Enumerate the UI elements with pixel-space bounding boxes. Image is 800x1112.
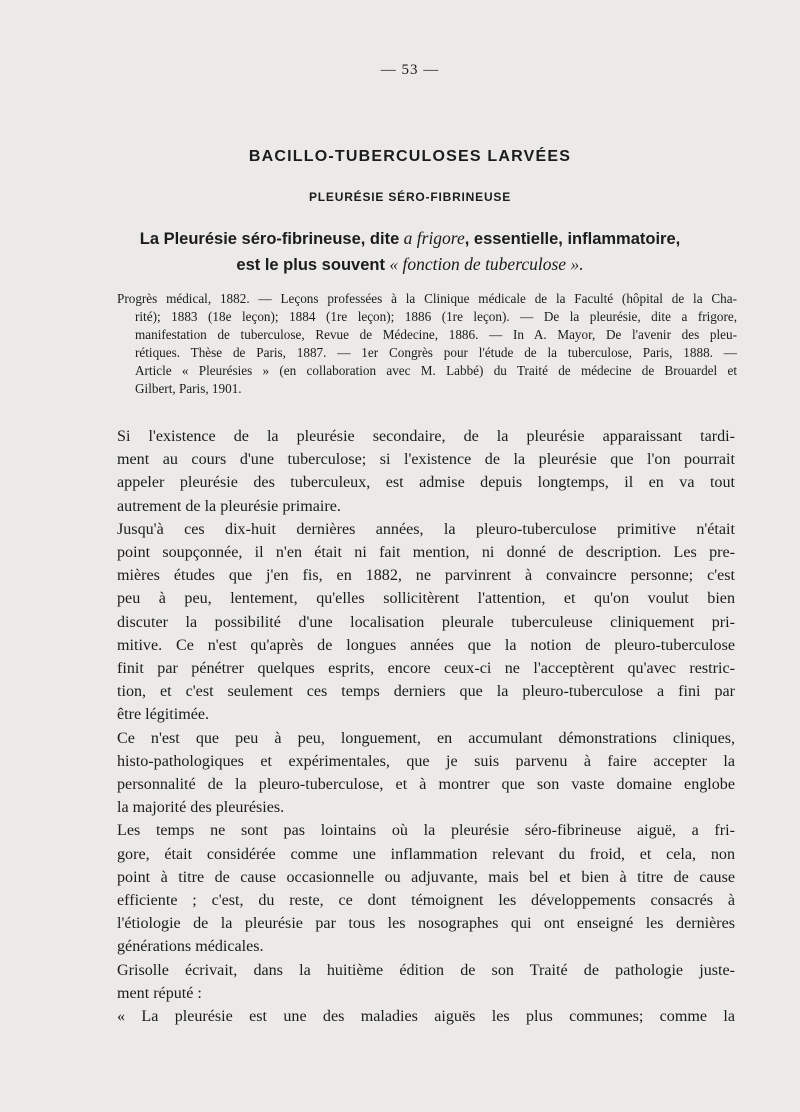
page-number: — 53 —	[380, 62, 440, 78]
paragraph	[117, 727, 735, 820]
text-line: Jusqu'à ces dix-huit dernières années, la pleuro-tuberculose primitive n'était	[117, 520, 735, 538]
paragraph	[117, 1005, 735, 1028]
body-text	[117, 425, 735, 1028]
text-line: personnalité de la pleuro-tuberculose, et à montrer que son vaste domaine englobe	[117, 776, 735, 794]
text-line: la majorité des pleurésies.	[117, 799, 285, 817]
text-line: efficiente ; c'est, du reste, ce dont témoignent les développements consacrés à	[117, 892, 735, 910]
paragraph	[117, 819, 735, 958]
text-line: l'étiologie de la pleurésie par tous les nosographes qui ont enseigné les dernières	[117, 915, 735, 933]
text-line: point à titre de cause occasionnelle ou adjuvante, mais bel et bien à titre de cause	[117, 868, 735, 886]
paragraph	[117, 959, 735, 1005]
bibliography-line: Progrès médical, 1882. — Leçons professées à la Clinique médicale de la Faculté (hôpital de la Cha-	[117, 291, 737, 306]
text-line: Ce n'est que peu à peu, longuement, en accumulant démonstrations cliniques,	[117, 729, 735, 747]
heading-part: est le plus souvent	[236, 256, 385, 274]
text-line: Les temps ne sont pas lointains où la pleurésie séro-fibrineuse aiguë, a fri-	[117, 822, 735, 840]
paragraph	[117, 425, 735, 518]
text-line: ment réputé :	[117, 984, 202, 1002]
text-line: point soupçonnée, il n'en était ni fait mention, ni donné de description. Les pre-	[117, 544, 735, 562]
bibliography	[117, 290, 737, 399]
text-line: autrement de la pleurésie primaire.	[117, 497, 341, 515]
text-line: générations médicales.	[117, 938, 264, 956]
bibliography-line: rité); 1883 (18e leçon); 1884 (1re leçon); 1886 (1re leçon). — De la pleurésie, dite a frigore,	[135, 309, 737, 325]
text-line: peu à peu, lentement, qu'elles sollicitèrent l'attention, et qu'on voulut bien	[117, 590, 735, 608]
heading-part: La Pleurésie séro-fibrineuse, dite	[139, 230, 400, 248]
bibliography-line: Article « Pleurésies » (en collaboration avec M. Labbé) du Traité de médecine de Brouardel et	[135, 363, 737, 379]
text-line: « La pleurésie est une des maladies aiguës les plus communes; comme la	[117, 1008, 735, 1026]
text-line: mitive. Ce n'est qu'après de longues années que la notion de pleuro-tuberculose	[117, 636, 735, 654]
heading-italic: a frigore	[403, 228, 465, 248]
bibliography-line: Gilbert, Paris, 1901.	[135, 381, 242, 397]
text-line: finit par pénétrer quelques esprits, encore ceux-ci ne l'acceptèrent qu'avec restric-	[117, 660, 735, 678]
heading-italic: « fonction de tuberculose ».	[389, 254, 584, 274]
heading-part: , essentielle, inflammatoire,	[464, 230, 681, 248]
text-line: tion, et c'est seulement ces temps derniers que la pleuro-tuberculose a fini par	[117, 683, 735, 701]
text-line: Si l'existence de la pleurésie secondaire, de la pleurésie apparaissant tardi-	[117, 428, 735, 445]
bibliography-line: manifestation de tuberculose, Revue de Médecine, 1886. — In A. Mayor, De l'avenir des pleu-	[135, 327, 737, 343]
section-heading	[40, 226, 780, 278]
paragraph	[117, 518, 735, 727]
text-line: être légitimée.	[117, 706, 210, 724]
section-subtitle: PLEURÉSIE SÉRO-FIBRINEUSE	[308, 190, 512, 204]
text-line: mières études que j'en fis, en 1882, ne parvinrent à convaincre personne; c'est	[117, 567, 735, 585]
text-line: appeler pleurésie des tuberculeux, est admise depuis longtemps, il en va tout	[117, 474, 735, 492]
page-title: BACILLO-TUBERCULOSES LARVÉES	[248, 148, 572, 165]
text-line: ment au cours d'une tuberculose; si l'existence de la pleurésie que l'on pourrait	[117, 451, 735, 469]
text-line: gore, était considérée comme une inflammation relevant du froid, et cela, non	[117, 845, 735, 863]
text-line: histo-pathologiques et expérimentales, que je suis parvenu à faire accepter la	[117, 752, 735, 770]
bibliography-line: rétiques. Thèse de Paris, 1887. — 1er Congrès pour l'étude de la tuberculose, Paris, 1888. —	[135, 345, 737, 361]
text-line: discuter la possibilité d'une localisation pleurale tuberculeuse cliniquement pri-	[117, 613, 735, 631]
text-line: Grisolle écrivait, dans la huitième édition de son Traité de pathologie juste-	[117, 961, 735, 979]
